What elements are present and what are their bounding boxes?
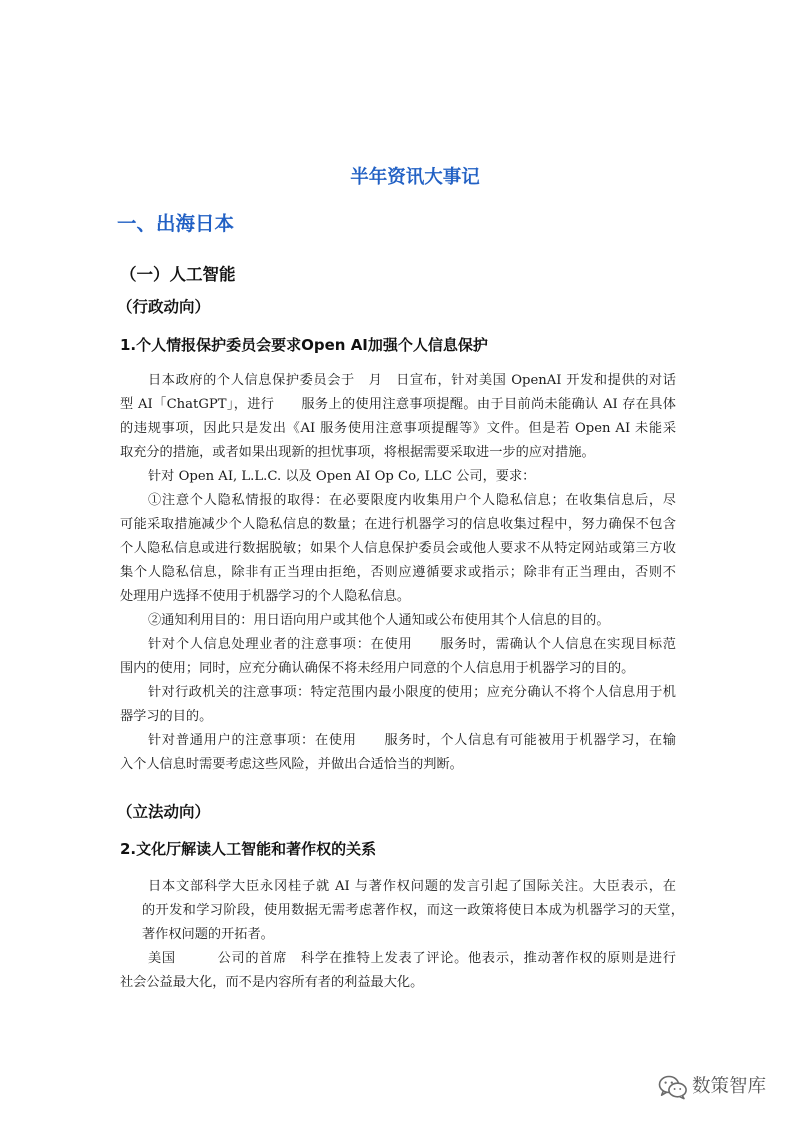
- paragraph: [120, 875, 684, 947]
- text-line: 美国 公司的首席 科学在推特上发表了评论。他表示，推动著作权的原则是进行: [148, 951, 676, 966]
- wechat-icon: [658, 1074, 688, 1100]
- text-line: 的开发和学习阶段，使用数据无需考虑著作权，而这一政策将使日本成为机器学习的天堂，: [142, 903, 684, 918]
- text-line: 针对行政机关的注意事项：特定范围内最小限度的使用；应充分确认不将个人信息用于机: [148, 685, 676, 700]
- article-heading-1: 1.个人情报保护委员会要求Open AI加强个人信息保护: [120, 336, 488, 354]
- document-title: 半年资讯大事记: [350, 167, 480, 188]
- text-line: 著作权问题的开拓者。: [142, 927, 274, 942]
- text-line: 针对个人信息处理业者的注意事项：在使用 服务时，需确认个人信息在实现目标范: [148, 637, 676, 652]
- text-line: 型 AI「ChatGPT」，进行 服务上的使用注意事项提醒。由于目前尚未能确认 AI 存在具体: [120, 397, 676, 412]
- watermark: [658, 1074, 766, 1100]
- article-body-2: [120, 875, 684, 995]
- text-line: 器学习的目的。: [120, 709, 213, 724]
- text-line: 取充分的措施，或者如果出现新的担忧事项，将根据需要采取进一步的应对措施。: [120, 445, 595, 460]
- text-line: 处理用户选择不使用于机器学习的个人隐私信息。: [120, 589, 411, 604]
- text-line: 日本政府的个人信息保护委员会于 月 日宣布，针对美国 OpenAI 开发和提供的对话: [148, 373, 676, 388]
- paragraph: [120, 633, 676, 681]
- watermark-text: 数策智库: [692, 1076, 767, 1097]
- article-body-1: [120, 369, 676, 777]
- paragraph: [120, 681, 676, 729]
- paragraph: [120, 465, 676, 489]
- text-line: 入个人信息时需要考虑这些风险，并做出合适恰当的判断。: [120, 757, 463, 772]
- text-line: 日本文部科学大臣永冈桂子就 AI 与著作权问题的发言引起了国际关注。大臣表示，在: [148, 879, 676, 894]
- text-line: ②通知利用目的：用日语向用户或其他个人通知或公布使用其个人信息的目的。: [148, 613, 610, 628]
- paragraph: [120, 609, 676, 633]
- category-label-legislative: （立法动向）: [117, 803, 211, 821]
- text-line: 针对 Open AI, L.L.C. 以及 Open AI Op Co, LLC 公司，要求：: [148, 469, 536, 484]
- text-line: 可能采取措施减少个人隐私信息的数量；在进行机器学习的信息收集过程中，努力确保不包含: [120, 517, 676, 532]
- text-line: 社会公益最大化，而不是内容所有者的利益最大化。: [120, 975, 424, 990]
- text-line: 针对普通用户的注意事项：在使用 服务时，个人信息有可能被用于机器学习，在输: [148, 733, 676, 748]
- article-heading-2: 2.文化厅解读人工智能和著作权的关系: [120, 840, 377, 858]
- text-line: 围内的使用；同时，应充分确认确保不将未经用户同意的个人信息用于机器学习的目的。: [120, 661, 635, 676]
- text-line: 的违规事项，因此只是发出《AI 服务使用注意事项提醒等》文件。但是若 Open AI 未能采: [120, 421, 676, 436]
- text-line: 集个人隐私信息，除非有正当理由拒绝，否则应遵循要求或指示；除非有正当理由，否则不: [120, 565, 676, 580]
- paragraph: [120, 947, 676, 995]
- section-heading: （一）人工智能: [120, 265, 236, 284]
- text-line: 个人隐私信息或进行数据脱敏；如果个人信息保护委员会或他人要求不从特定网站或第三方收: [120, 541, 676, 556]
- paragraph: [120, 729, 676, 777]
- paragraph: [120, 369, 676, 465]
- text-line: ①注意个人隐私情报的取得：在必要限度内收集用户个人隐私信息；在收集信息后，尽: [148, 493, 676, 508]
- paragraph: [120, 489, 676, 609]
- category-label-administrative: （行政动向）: [117, 298, 211, 316]
- chapter-heading: 一、出海日本: [117, 212, 235, 235]
